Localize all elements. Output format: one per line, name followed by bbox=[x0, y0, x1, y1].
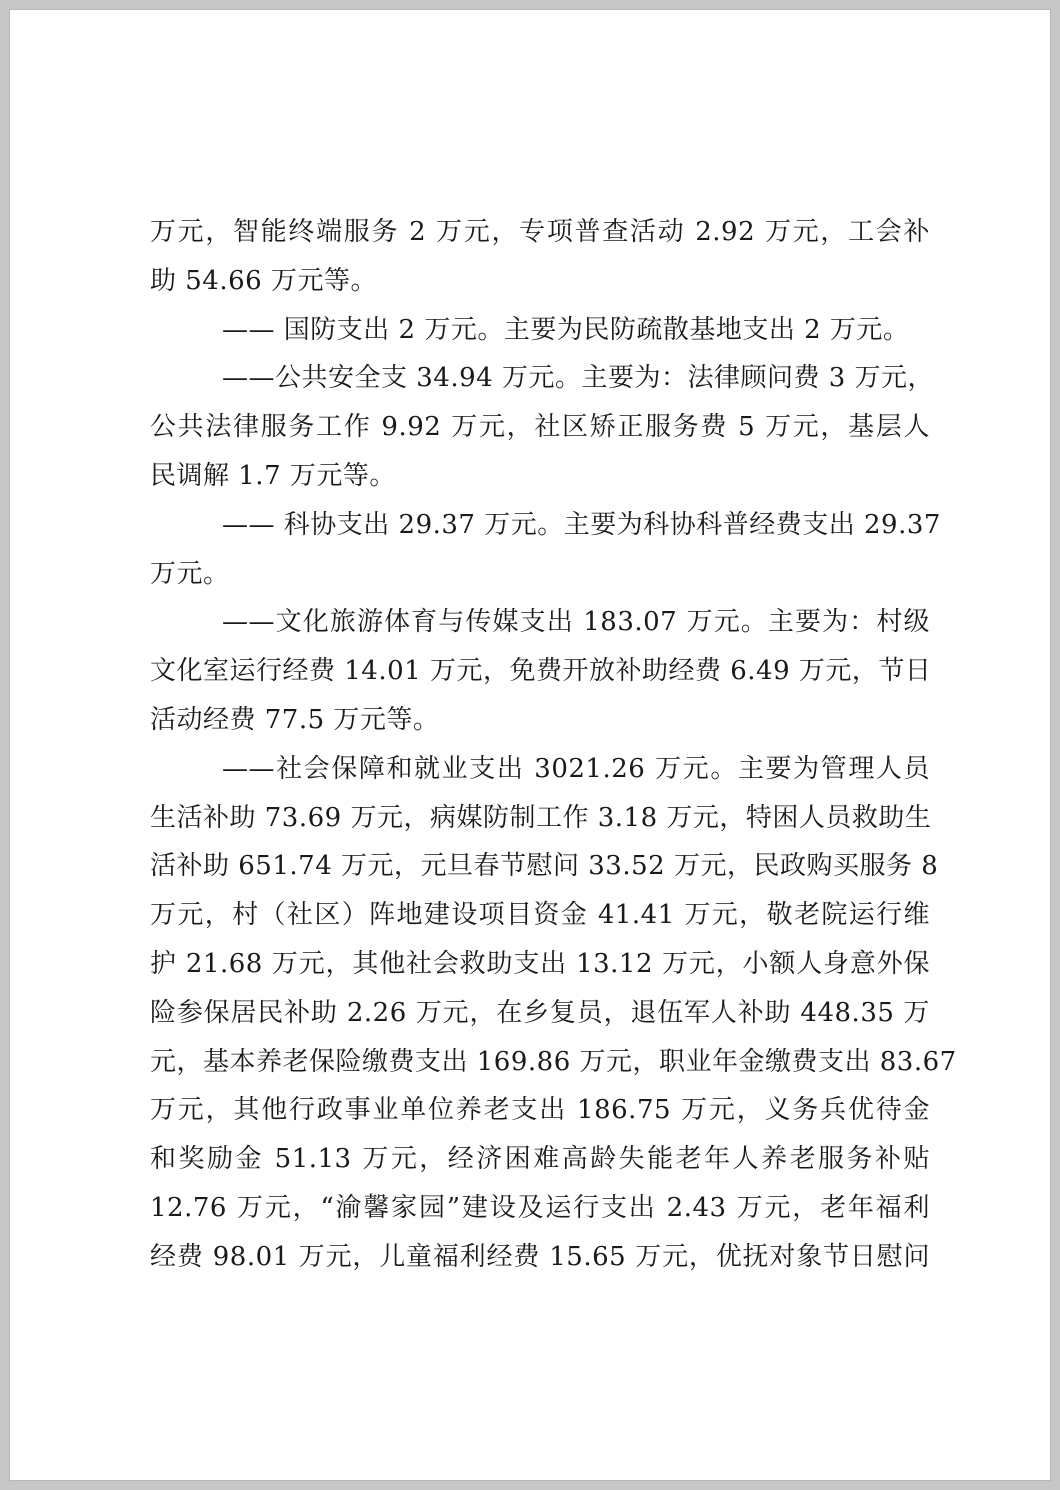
text-line: 护 21.68 万元，其他社会救助支出 13.12 万元，小额人身意外保 bbox=[150, 948, 930, 979]
paragraph-public-security: ——公共安全支 34.94 万元。主要为：法律顾问费 3 万元， bbox=[222, 363, 935, 394]
text-line: 万元，智能终端服务 2 万元，专项普查活动 2.92 万元，工会补 bbox=[150, 217, 930, 247]
text-line: 公共法律服务工作 9.92 万元，社区矫正服务费 5 万元，基层人 bbox=[150, 412, 930, 443]
text-line: 和奖励金 51.13 万元，经济困难高龄失能老年人养老服务补贴 bbox=[150, 1144, 930, 1175]
paragraph-social-security: ——社会保障和就业支出 3021.26 万元。主要为管理人员 bbox=[222, 753, 930, 784]
paragraph-culture-tourism: ——文化旅游体育与传媒支出 183.07 万元。主要为：村级 bbox=[222, 607, 930, 638]
text-line: 12.76 万元，“渝馨家园”建设及运行支出 2.43 万元，老年福利 bbox=[150, 1192, 930, 1223]
text-line: 生活补助 73.69 万元，病媒防制工作 3.18 万元，特困人员救助生 bbox=[150, 802, 932, 833]
text-line: 活补助 651.74 万元，元旦春节慰问 33.52 万元，民政购买服务 8 bbox=[150, 851, 939, 882]
text-line: 万元。 bbox=[150, 558, 230, 589]
text-line: 助 54.66 万元等。 bbox=[150, 265, 377, 296]
text-line: 元，基本养老保险缴费支出 169.86 万元，职业年金缴费支出 83.67 bbox=[150, 1046, 957, 1077]
text-line: 险参保居民补助 2.26 万元，在乡复员，退伍军人补助 448.35 万 bbox=[150, 997, 930, 1028]
document-body bbox=[150, 208, 957, 1282]
text-line: 文化室运行经费 14.01 万元，免费开放补助经费 6.49 万元，节日 bbox=[150, 656, 932, 687]
text-line: 万元，其他行政事业单位养老支出 186.75 万元，义务兵优待金 bbox=[150, 1095, 930, 1126]
text-line: 经费 98.01 万元，儿童福利经费 15.65 万元，优抚对象节日慰问 bbox=[150, 1241, 930, 1272]
text-line: 万元，村（社区）阵地建设项目资金 41.41 万元，敬老院运行维 bbox=[150, 900, 930, 931]
document-page bbox=[10, 10, 1050, 1480]
text-line: 民调解 1.7 万元等。 bbox=[150, 460, 396, 491]
text-line: 活动经费 77.5 万元等。 bbox=[150, 704, 440, 735]
paragraph-national-defense: —— 国防支出 2 万元。主要为民防疏散基地支出 2 万元。 bbox=[222, 314, 910, 345]
paragraph-science-association: —— 科协支出 29.37 万元。主要为科协科普经费支出 29.37 bbox=[222, 509, 941, 540]
